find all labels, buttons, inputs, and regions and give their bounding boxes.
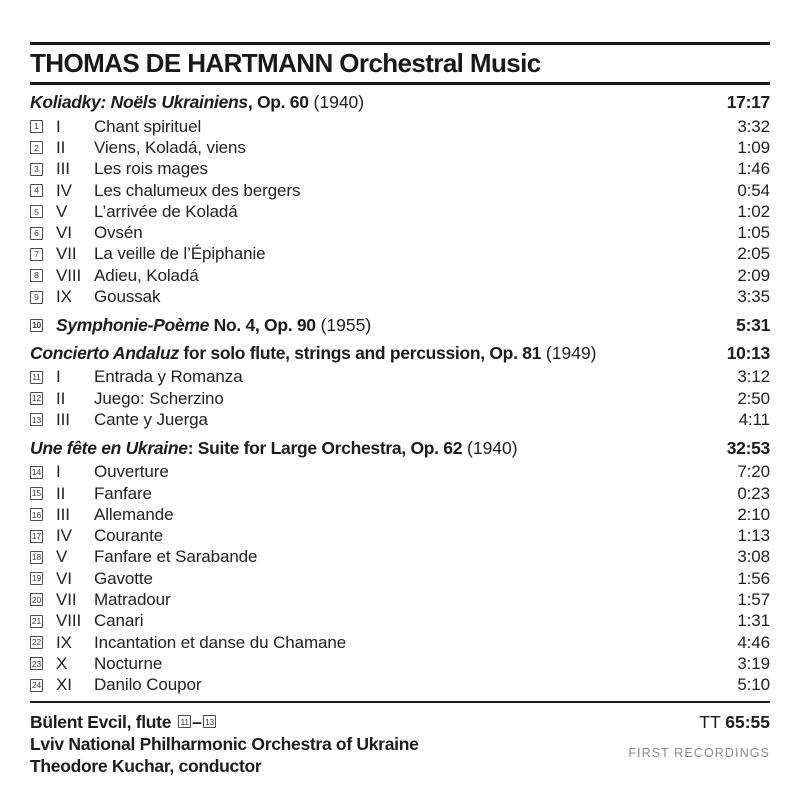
movement-title: Ouverture <box>94 462 169 482</box>
section-title <box>30 438 727 459</box>
track-row <box>30 611 770 632</box>
movement-title: Nocturne <box>94 653 163 673</box>
section-header <box>30 92 770 113</box>
track-row <box>30 116 770 137</box>
work-subtitle: , Op. 60 <box>247 92 309 112</box>
track-row <box>30 244 770 265</box>
track-row <box>30 388 770 409</box>
track-row <box>30 265 770 286</box>
track-number-box: 14 <box>31 466 42 477</box>
movement-duration: 1:05 <box>737 223 770 243</box>
track-number-box: 5 <box>30 205 43 218</box>
track-row <box>30 286 770 307</box>
movement-title: Canari <box>94 611 144 631</box>
movement-title: L’arrivée de Koladá <box>94 201 238 221</box>
movement-numeral: III <box>56 504 70 524</box>
movement-duration: 1:02 <box>737 201 770 221</box>
header-bottom-rule <box>30 82 770 85</box>
work-year: (1949) <box>541 342 597 363</box>
movement-title: Viens, Koladá, viens <box>94 137 246 157</box>
track-row <box>30 653 770 674</box>
section-header <box>30 315 770 336</box>
movement-duration: 3:35 <box>737 287 770 307</box>
movement-numeral: IX <box>56 632 72 652</box>
movement-numeral: II <box>56 483 66 503</box>
work-year: (1940) <box>308 92 365 112</box>
movement-duration: 0:54 <box>737 180 770 200</box>
movement-duration: 3:08 <box>737 547 770 567</box>
movement-title: Entrada y Romanza <box>94 367 243 387</box>
tracklist <box>30 92 770 696</box>
movement-numeral: III <box>56 409 70 429</box>
movement-duration: 4:11 <box>738 409 770 429</box>
movement-numeral: VIII <box>56 611 82 631</box>
movement-title: Allemande <box>94 504 174 524</box>
movement-numeral: IV <box>56 180 72 200</box>
movement-duration: 1:31 <box>737 611 770 631</box>
movement-numeral: III <box>56 159 70 179</box>
movement-duration: 3:19 <box>737 653 770 673</box>
track-number-box: 18 <box>31 552 42 563</box>
track-number-box: 16 <box>31 509 42 520</box>
work-title: Concierto Andaluz <box>30 342 179 363</box>
footer-rule <box>30 701 770 703</box>
album-title: THOMAS DE HARTMANN Orchestral Music <box>30 48 541 78</box>
work-title: Koliadky: Noëls Ukrainiens <box>30 92 248 112</box>
track-row <box>30 632 770 653</box>
movement-duration: 7:20 <box>737 462 770 482</box>
track-row <box>30 547 770 568</box>
movement-numeral: VII <box>56 244 77 264</box>
track-row <box>30 159 770 180</box>
credits-right <box>628 711 770 760</box>
movement-duration: 2:50 <box>737 388 770 408</box>
movement-duration: 2:10 <box>737 504 770 524</box>
movement-title: Ovsén <box>94 223 143 243</box>
track-number-box: 15 <box>31 488 42 499</box>
track-number-box: 17 <box>31 530 42 541</box>
total-time-label: TT <box>699 711 721 732</box>
work-subtitle: No. 4, Op. 90 <box>209 314 316 335</box>
movement-title: Juego: Scherzino <box>94 388 224 408</box>
movement-numeral: I <box>56 462 61 482</box>
movement-title: Fanfare et Sarabande <box>94 547 258 567</box>
movement-duration: 0:23 <box>737 483 770 503</box>
track-row <box>30 589 770 610</box>
movement-duration: 3:12 <box>737 367 770 387</box>
track-range-end-box: 13 <box>203 715 216 728</box>
track-row <box>30 675 770 696</box>
movement-title: Incantation et danse du Chamane <box>94 632 347 652</box>
movement-duration: 3:32 <box>737 116 770 136</box>
work-title: Symphonie-Poème <box>56 314 210 335</box>
movement-duration: 2:09 <box>737 265 770 285</box>
track-row <box>30 409 770 430</box>
section-title <box>56 315 736 336</box>
movement-duration: 5:10 <box>737 675 770 695</box>
total-time-value: 65:55 <box>725 711 770 732</box>
movement-numeral: IV <box>56 526 72 546</box>
track-row <box>30 367 770 388</box>
movement-title: Gavotte <box>94 568 153 588</box>
track-row <box>30 483 770 504</box>
conductor-credit: Theodore Kuchar, conductor <box>30 755 262 776</box>
track-row <box>30 525 770 546</box>
movement-numeral: II <box>56 388 66 408</box>
track-number-box: 4 <box>30 184 43 197</box>
track-number-box: 20 <box>31 594 42 605</box>
section-duration: 10:13 <box>726 342 770 363</box>
track-number-box: 12 <box>31 393 42 404</box>
work-year: (1955) <box>315 314 372 335</box>
movement-title: Adieu, Koladá <box>94 265 199 285</box>
soloist-name: Bülent Evcil, flute <box>30 711 172 732</box>
section-title <box>30 92 727 113</box>
movement-numeral: VII <box>56 589 77 609</box>
track-row <box>30 222 770 243</box>
track-number-box: 3 <box>30 163 43 176</box>
first-recordings-label: FIRST RECORDINGS <box>628 745 770 760</box>
movement-numeral: VI <box>56 223 72 243</box>
credits-footer <box>30 711 770 777</box>
section-header <box>30 343 770 364</box>
movement-duration: 2:05 <box>737 244 770 264</box>
movement-title: Goussak <box>94 287 161 307</box>
track-number-box: 8 <box>30 269 43 282</box>
work-year: (1940) <box>462 437 518 458</box>
section-duration: 32:53 <box>726 437 770 458</box>
track-number-box: 7 <box>30 248 43 261</box>
section-duration: 17:17 <box>726 92 770 112</box>
soloist-credit <box>30 711 628 733</box>
track-range-start-box: 11 <box>178 715 191 728</box>
movement-numeral: XI <box>56 675 72 695</box>
movement-numeral: I <box>56 367 61 387</box>
work-subtitle: for solo flute, strings and percussion, Op. 81 <box>178 342 542 363</box>
movement-numeral: V <box>56 201 68 221</box>
work-title: Une fête en Ukraine <box>30 437 188 458</box>
movement-duration: 1:46 <box>737 159 770 179</box>
movement-numeral: VI <box>56 568 72 588</box>
movement-numeral: X <box>56 653 68 673</box>
movement-title: Matradour <box>94 589 171 609</box>
movement-title: Les chalumeux des bergers <box>94 180 301 200</box>
track-row <box>30 462 770 483</box>
track-number-box: 13 <box>31 414 42 425</box>
movement-title: Danilo Coupor <box>94 675 202 695</box>
movement-numeral: V <box>56 547 68 567</box>
movement-title: Cante y Juerga <box>94 409 208 429</box>
orchestra-credit: Lviv National Philharmonic Orchestra of Ukraine <box>30 733 419 754</box>
track-number-box: 24 <box>31 679 42 690</box>
total-time <box>628 711 770 733</box>
movement-numeral: IX <box>56 287 72 307</box>
track-number-box: 1 <box>30 120 43 133</box>
section-duration: 5:31 <box>736 314 770 335</box>
movement-duration: 4:46 <box>737 632 770 652</box>
track-row <box>30 180 770 201</box>
movement-numeral: II <box>56 137 66 157</box>
track-number-box: 6 <box>30 227 43 240</box>
movement-duration: 1:09 <box>737 137 770 157</box>
movement-title: Fanfare <box>94 483 152 503</box>
section-header <box>30 438 770 459</box>
movement-title: Courante <box>94 526 164 546</box>
track-number-box: 19 <box>31 573 42 584</box>
movement-duration: 1:57 <box>737 589 770 609</box>
track-number-box: 22 <box>31 637 42 648</box>
movement-title: La veille de l’Épiphanie <box>94 244 266 264</box>
track-number-box: 2 <box>30 141 43 154</box>
track-row <box>30 201 770 222</box>
track-number-box: 11 <box>30 371 43 384</box>
movement-duration: 1:56 <box>737 568 770 588</box>
movement-numeral: VIII <box>56 265 82 285</box>
track-number-box: 21 <box>31 616 42 627</box>
movement-duration: 1:13 <box>737 526 770 546</box>
track-range-dash: – <box>192 711 202 732</box>
section-title <box>30 343 727 364</box>
track-row <box>30 504 770 525</box>
credits-left <box>30 711 628 777</box>
track-number-box: 10 <box>30 319 43 332</box>
track-number-box: 23 <box>31 658 42 669</box>
track-number-box: 9 <box>30 291 43 304</box>
movement-numeral: I <box>56 116 61 136</box>
movement-title: Chant spirituel <box>94 116 202 136</box>
movement-title: Les rois mages <box>94 159 208 179</box>
track-row <box>30 568 770 589</box>
track-row <box>30 137 770 158</box>
work-subtitle: : Suite for Large Orchestra, Op. 62 <box>187 437 463 458</box>
